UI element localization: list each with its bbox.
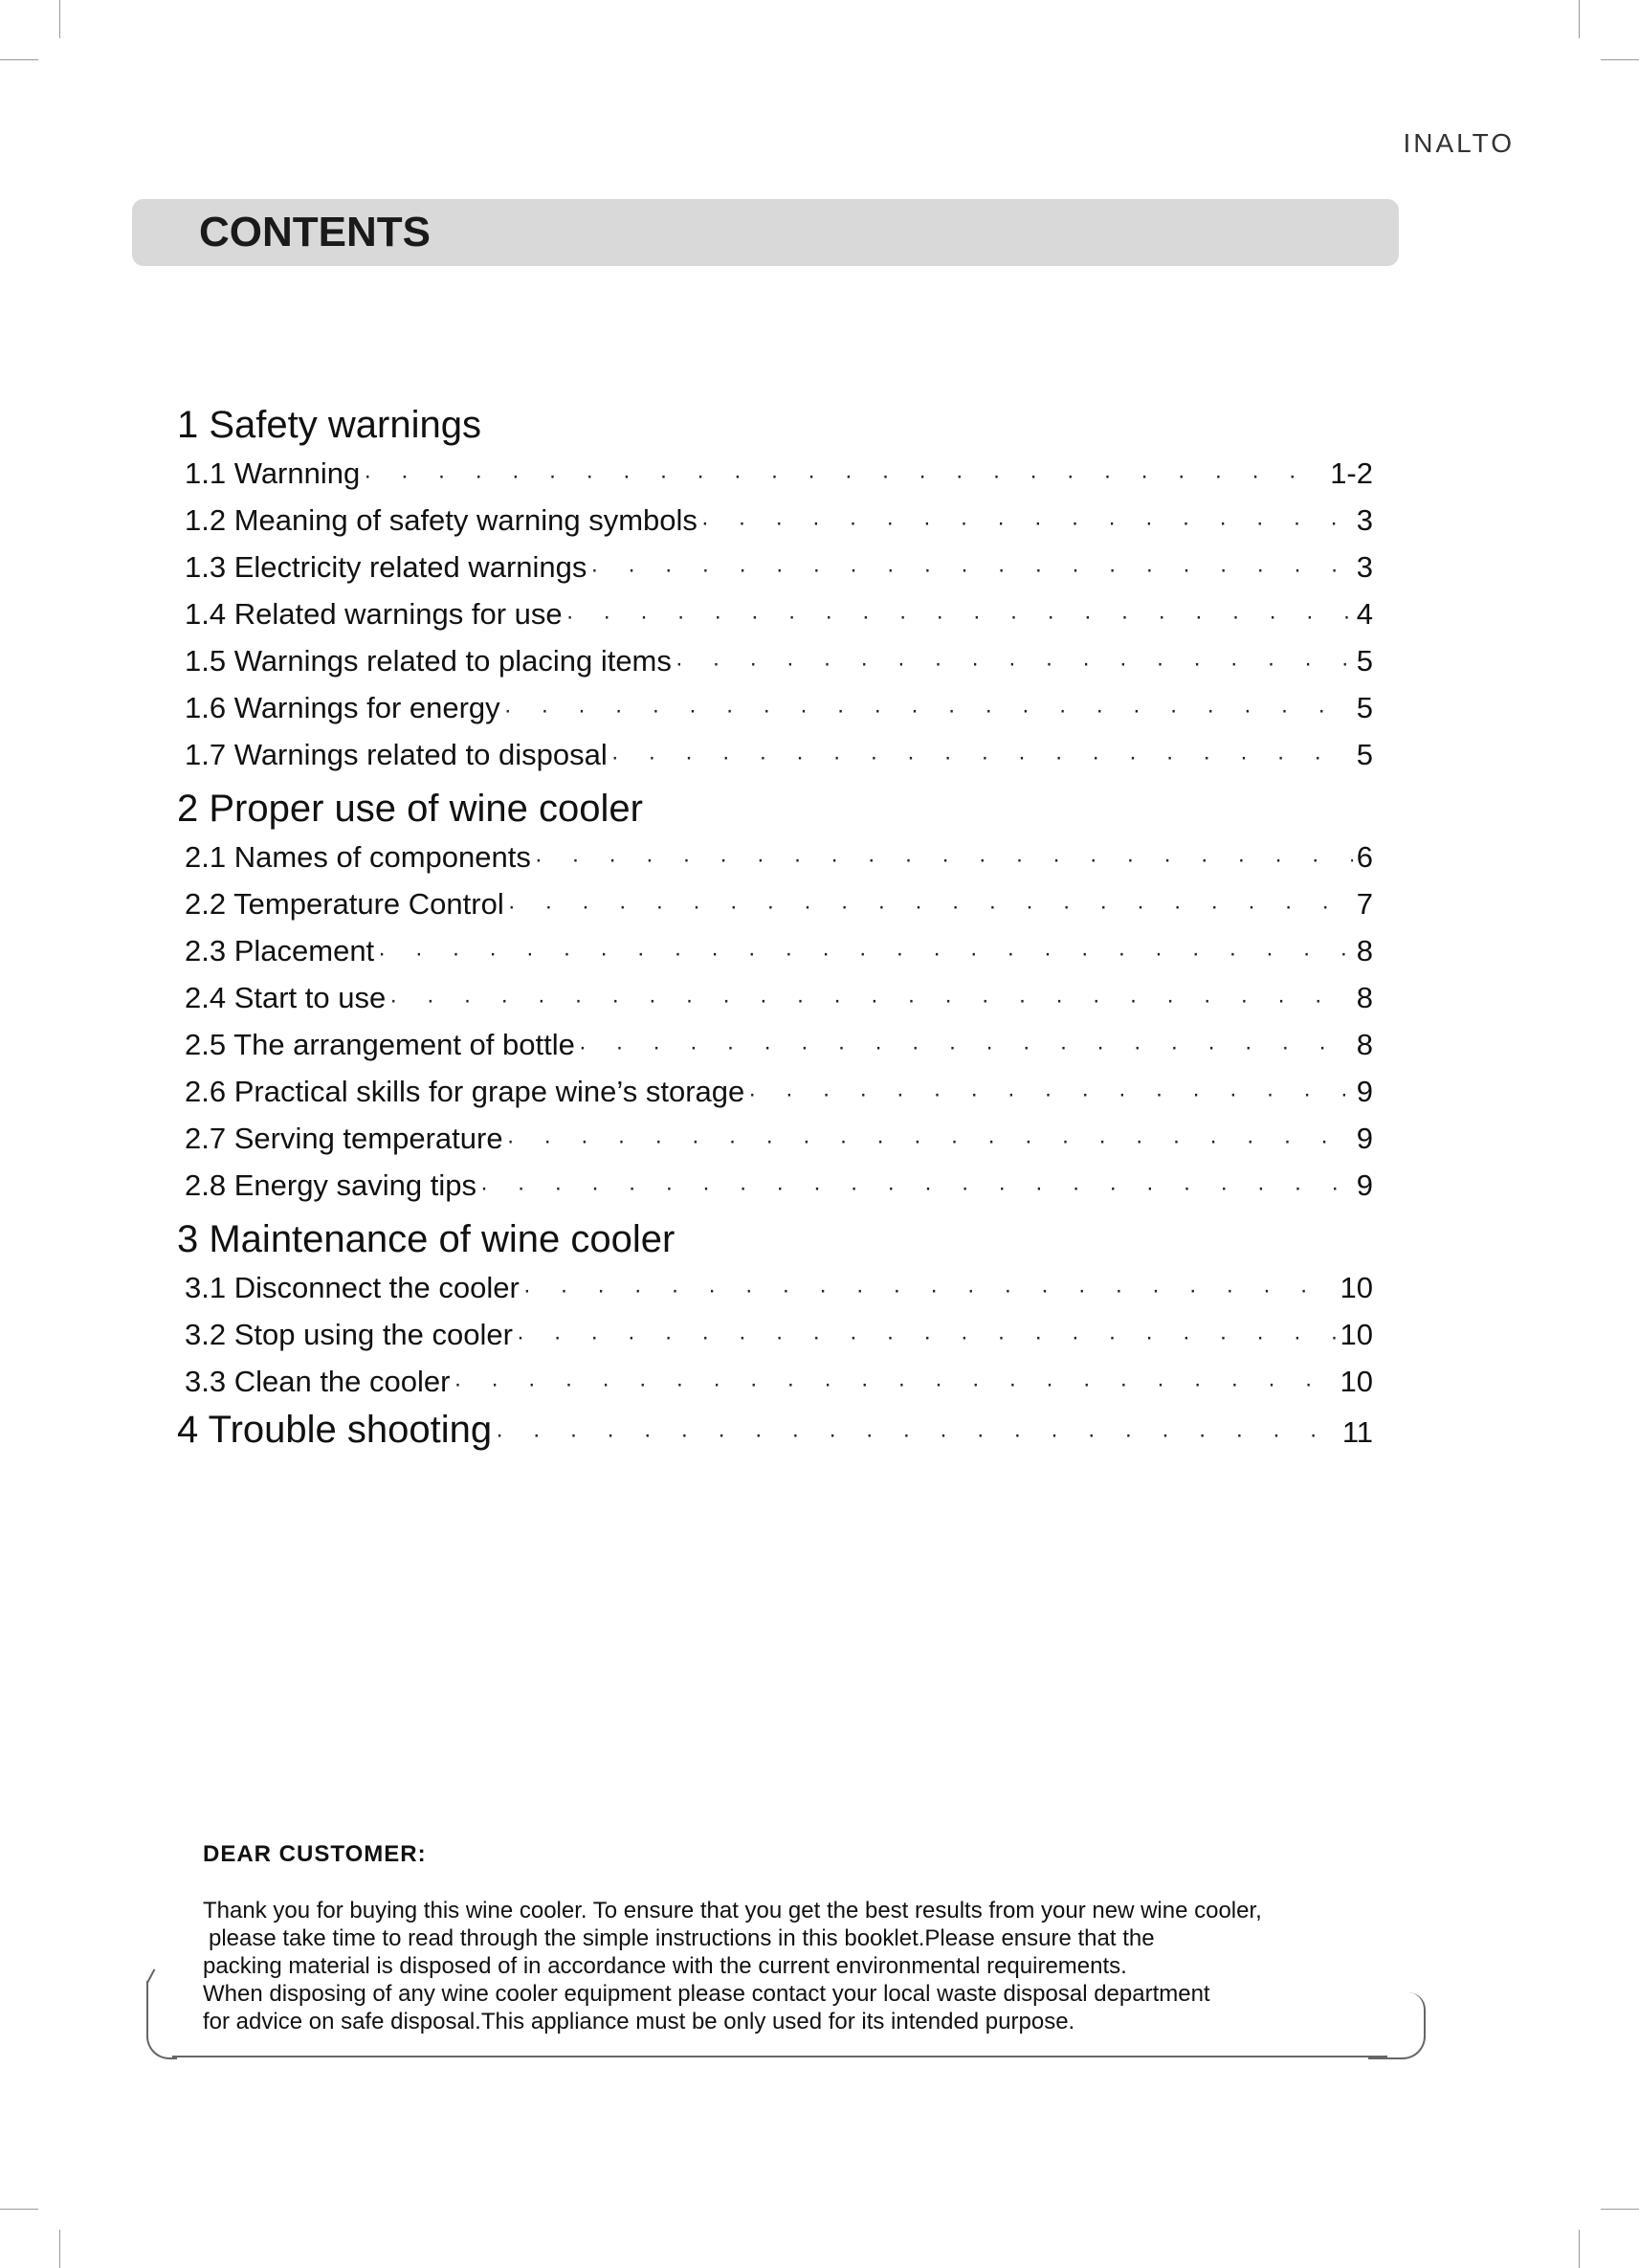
table-of-contents: [177, 394, 1373, 1455]
dot-leader: [748, 1071, 1353, 1118]
toc-entry-page: 5: [1356, 691, 1373, 724]
dot-leader: [504, 687, 1353, 734]
toc-entry-page: 7: [1356, 887, 1373, 921]
toc-entry-page: 3: [1356, 503, 1373, 537]
dot-leader: [523, 1267, 1337, 1314]
toc-entry-page: 8: [1356, 934, 1373, 967]
toc-entry[interactable]: [177, 637, 1373, 684]
toc-entry-label: 2.1 Names of components: [185, 840, 531, 874]
notice-frame-left: [146, 1981, 177, 2059]
toc-entry-label: 1.5 Warnings related to placing items: [185, 644, 672, 678]
toc-entry[interactable]: [177, 974, 1373, 1021]
toc-entry-label: 1.1 Warnning: [185, 456, 361, 490]
notice-line: packing material is disposed of in accordance with the current environmental requirements.: [203, 1953, 1127, 1979]
toc-entry[interactable]: [177, 450, 1373, 497]
notice-line: for advice on safe disposal.This appliance must be only used for its intended purpose.: [203, 2009, 1075, 2035]
notice-frame-right: [1368, 1992, 1426, 2059]
toc-entry-page: 8: [1356, 1028, 1373, 1061]
dot-leader: [508, 883, 1353, 930]
toc-entry[interactable]: [177, 1358, 1373, 1405]
toc-entry-label: 3.1 Disconnect the cooler: [185, 1271, 520, 1304]
dot-leader: [535, 836, 1353, 883]
toc-entry-page: 5: [1356, 738, 1373, 771]
toc-entry[interactable]: [177, 1021, 1373, 1068]
crop-mark: [1579, 0, 1580, 38]
dot-leader: [566, 593, 1353, 640]
toc-entry-page: 1-2: [1330, 456, 1373, 490]
toc-entry[interactable]: [177, 1311, 1373, 1358]
page-title: CONTENTS: [199, 209, 431, 256]
toc-entry-page: 9: [1356, 1168, 1373, 1202]
crop-mark: [1579, 2230, 1580, 2268]
notice-line: When disposing of any wine cooler equipment please contact your local waste disposal department: [203, 1981, 1210, 2007]
crop-mark: [1601, 59, 1639, 60]
toc-entry-label: 1.2 Meaning of safety warning symbols: [185, 503, 698, 537]
toc-entry-page: 4: [1356, 597, 1373, 631]
toc-entry-label: 1.3 Electricity related warnings: [185, 550, 587, 584]
brand-logo: INALTO: [1403, 128, 1515, 158]
dot-leader: [507, 1118, 1353, 1165]
toc-entry-page: 9: [1356, 1075, 1373, 1108]
toc-entry-label: 2.8 Energy saving tips: [185, 1168, 477, 1202]
toc-section-title: 3 Maintenance of wine cooler: [177, 1218, 676, 1260]
notice-line: Thank you for buying this wine cooler. To ensure that you get the best results from your new wine cooler,: [203, 1898, 1262, 1923]
toc-entry-label: 2.5 The arrangement of bottle: [185, 1028, 575, 1061]
toc-entry[interactable]: [177, 927, 1373, 974]
toc-entry-page: 10: [1340, 1365, 1373, 1398]
toc-entry-page: 5: [1356, 644, 1373, 678]
toc-entry-page: 10: [1340, 1271, 1373, 1304]
dot-leader: [611, 734, 1353, 781]
toc-entry-label: 2.7 Serving temperature: [185, 1122, 503, 1155]
toc-section-title: 2 Proper use of wine cooler: [177, 788, 643, 830]
toc-entry[interactable]: [177, 497, 1373, 544]
crop-mark: [59, 2230, 60, 2268]
toc-entry-page: 10: [1340, 1318, 1373, 1351]
dot-leader: [480, 1165, 1353, 1212]
toc-entry[interactable]: [177, 731, 1373, 778]
toc-entry-label: 2.4 Start to use: [185, 981, 387, 1014]
toc-entry-label: 1.7 Warnings related to disposal: [185, 738, 608, 771]
toc-entry[interactable]: [177, 1264, 1373, 1311]
toc-entry-label: 1.6 Warnings for energy: [185, 691, 500, 724]
dot-leader: [517, 1314, 1337, 1361]
toc-entry[interactable]: [177, 1162, 1373, 1209]
toc-entry-label: 2.6 Practical skills for grape wine’s storage: [185, 1075, 745, 1108]
toc-entry-page: 11: [1341, 1415, 1373, 1449]
toc-entry-trouble-shooting[interactable]: [177, 1405, 1373, 1455]
dot-leader: [378, 930, 1353, 977]
customer-heading: DEAR CUSTOMER:: [203, 1841, 427, 1867]
dot-leader: [389, 977, 1353, 1024]
toc-entry[interactable]: [177, 1068, 1373, 1115]
notice-frame-bottom: [172, 2056, 1387, 2057]
toc-entry[interactable]: [177, 684, 1373, 731]
crop-mark: [0, 59, 38, 60]
toc-entry-page: 9: [1356, 1122, 1373, 1155]
toc-entry[interactable]: [177, 1115, 1373, 1162]
dot-leader: [590, 546, 1352, 593]
toc-entry[interactable]: [177, 834, 1373, 880]
dot-leader: [364, 453, 1326, 500]
toc-entry[interactable]: [177, 544, 1373, 590]
toc-entry-label: 2.2 Temperature Control: [185, 887, 504, 921]
toc-section-title: 4 Trouble shooting: [177, 1409, 493, 1451]
toc-entry[interactable]: [177, 880, 1373, 927]
customer-notice: [203, 1897, 1447, 2035]
dot-leader: [676, 640, 1353, 687]
toc-entry-label: 3.2 Stop using the cooler: [185, 1318, 513, 1351]
toc-entry-page: 3: [1356, 550, 1373, 584]
dot-leader: [454, 1361, 1336, 1408]
dot-leader: [579, 1024, 1353, 1071]
dot-leader: [496, 1411, 1339, 1460]
toc-entry-label: 2.3 Placement: [185, 934, 375, 967]
toc-entry[interactable]: [177, 590, 1373, 637]
toc-entry-label: 1.4 Related warnings for use: [185, 597, 563, 631]
crop-mark: [1601, 2209, 1639, 2210]
toc-entry-page: 8: [1356, 981, 1373, 1014]
contents-header: [132, 199, 1399, 266]
toc-entry-page: 6: [1356, 840, 1373, 874]
dot-leader: [701, 500, 1353, 546]
crop-mark: [59, 0, 60, 38]
crop-mark: [0, 2209, 38, 2210]
notice-line: please take time to read through the simple instructions in this booklet.Please ensure that the: [209, 1925, 1155, 1951]
toc-entry-label: 3.3 Clean the cooler: [185, 1365, 451, 1398]
toc-section-title: 1 Safety warnings: [177, 404, 481, 446]
